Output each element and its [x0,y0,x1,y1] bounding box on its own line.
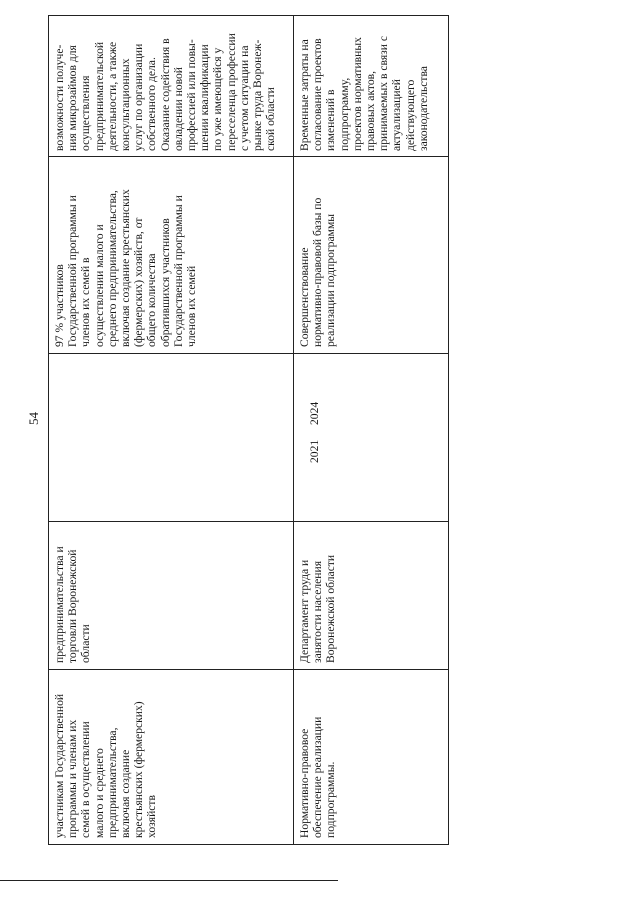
row-1-measure: участникам Государственной программы и членам их семей в осуществлении малого и среднего предпринимательства, включая создание крестьянских (фермерских) хозяйств [53,693,159,838]
row-1-executor: предпринимательства и торговли Воронежской области [53,546,93,663]
row-1-executor-cell [49,521,293,669]
row-1-risks-cell [49,16,293,156]
row-1-risks: возможности получе- ния микрозаймов для осуществления предпринимательской деятельности, а также консультационных услуг по организации собственного дела. Оказание содействия в овладении новой профессией или повы- шении квалификации по уже имеющейся у переселенца профессии с учетом ситуации на рынке труда Воронеж- ской области [53,33,278,151]
row-2-executor-cell [294,521,448,669]
row-1-measure-cell [49,669,293,844]
page-number: 54 [26,412,41,425]
row-2-result-cell [294,156,448,353]
row-2-measure-cell [294,669,448,844]
row-2-risks-cell [294,16,448,156]
row-1-start-year-cell [49,353,293,521]
footer-rule [0,880,338,881]
row-2-start-year: 2021 [308,439,321,463]
row-2-end-year: 2024 [308,401,321,425]
row-2-measure: Нормативно-правовое обеспечение реализации подпрограммы. [298,716,338,838]
row-2-risks: Временные затраты на согласование проектов изменений в подпрограмму, проектов нормативных правовых актов, принимаемых в связи с актуализацией действующего законодательства [298,36,430,151]
row-2-result: Совершенствование нормативно-правовой базы по реализации подпрограммы [298,197,338,347]
row-1-result-cell [49,156,293,353]
measures-table [48,15,449,845]
row-2-executor: Департамент труда и занятости населения Воронежской области [298,554,338,663]
row-1-result: 97 % участников Государственной программы и членов их семей в осуществлении малого и среднего предпринимательства, включая создание крестьянских (фермерских) хозяйств, от общего количества обратившихся участников Государственной программы и членов их семей [53,189,199,347]
